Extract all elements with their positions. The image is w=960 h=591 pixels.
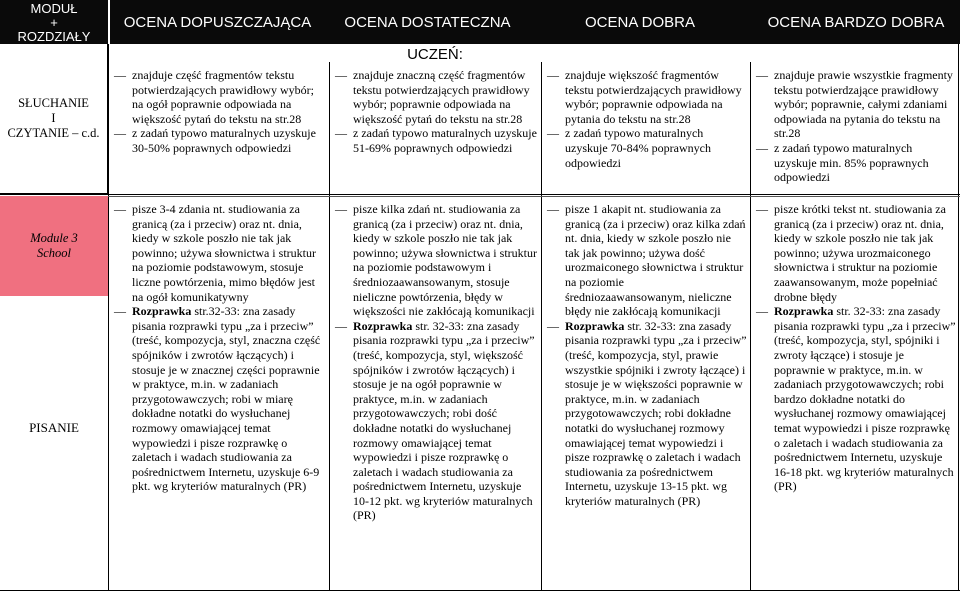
list-item: — pisze kilka zdań nt. studiowania za granicą (za i przeciw) oraz nt. dnia, kiedy w szkole poszło nie tak jak powinno; używa słownictwa i struktur na poziomie podstawowym i średniozaawansowanym, stosuje nieliczne powtórzenia, błędy w większości nie zakłócają komunikacji [335,202,537,319]
list-item: — z zadań typowo maturalnych uzyskuje 70-84% poprawnych odpowiedzi [547,126,711,170]
cell-r1-bardzo-dobra [754,68,956,185]
list-item: — Rozprawka str. 32-33: zna zasady pisania rozprawki typu „za i przeciw” (treść, kompozycja, styl, spójniki i zwroty łączące) i stosuje je poprawnie w praktyce, m.in. w zadaniach przygotowawczych; robi bardzo dokładne notatki do wysłuchanej rozmowy omawiającej temat wypowiedzi i pisze rozprawkę o zaletach i wadach studiowania za pośrednictwem Internetu, uzyskuje 16-18 pkt. wg kryteriów maturalnych (PR) [756,304,956,494]
header-ocena-dopuszczajaca: OCENA DOPUSZCZAJĄCA [123,13,312,31]
list-item: — pisze 1 akapit nt. studiowania za granicą (za i przeciw) oraz kilka zdań nt. dnia, kiedy w szkole poszło nie tak jak powinno; używa dość urozmaiconego słownictwa i struktur na poziomie średniozaawansowanym, nieliczne błędy nie zakłócają komunikacji [547,202,746,319]
list-item: — pisze 3-4 zdania nt. studiowania za granicą (za i przeciw) oraz nt. dnia, kiedy w szkole poszło nie tak jak powinno; używa słownictwa i struktur na poziomie podstawowym, stosuje liczne powtórzenia, mimo błędów jest na ogół komunikatywny [114,202,316,304]
uczen-label: UCZEŃ: [407,46,463,63]
list-item: — pisze krótki tekst nt. studiowania za granicą (za i przeciw) oraz nt. dnia, kiedy w szkole poszło nie tak jak powinno; używa urozmaiconego słownictwa i struktur na poziomie zaawansowanym, może popełniać drobne błędy [756,202,946,304]
list-item: — z zadań typowo maturalnych uzyskuje 30-50% poprawnych odpowiedzi [114,126,316,155]
list-item: — z zadań typowo maturalnych uzyskuje 51-69% poprawnych odpowiedzi [335,126,537,155]
list-item: — znajduje część fragmentów tekstu potwierdzających prawidłowy wybór; na ogół poprawnie odpowiada na większość pytań do tekstu na str.28 [114,68,314,126]
cell-r2-dobra [545,202,747,508]
list-item: — znajduje prawie wszystkie fragmenty tekstu potwierdzające prawidłowy wybór; poprawnie, całymi zdaniami odpowiada na pytania do tekstu na str.28 [756,68,953,141]
header-ocena-dostateczna: OCENA DOSTATECZNA [344,13,511,31]
cell-r2-bardzo-dobra [754,202,956,494]
list-item: — znajduje większość fragmentów tekstu potwierdzających prawidłowy wybór; poprawnie odpowiada na pytania do tekstu na str.28 [547,68,742,126]
list-item: — znajduje znaczną część fragmentów tekstu potwierdzających prawidłowy wybór; poprawnie odpowiada na większość pytań do tekstu na str.28 [335,68,530,126]
header-ocena-bardzo-dobra: OCENA BARDZO DOBRA [767,13,945,31]
corner-header: MODUŁ + ROZDZIAŁY [0,0,108,44]
module-label: Module 3 School [0,196,108,296]
list-item: — z zadań typowo maturalnych uzyskuje min. 85% poprawnych odpowiedzi [756,140,929,185]
row-label-pisanie: PISANIE [29,420,79,435]
list-item: — Rozprawka str. 32-33: zna zasady pisania rozprawki typu „za i przeciw” (treść, kompozycja, styl, większość spójników i zwrotów łączących) i stosuje je na ogół poprawnie w praktyce, m.in. w zadaniach przygotowawczych; robi dość dokładne notatki do wysłuchanej rozmowy omawiającej temat wypowiedzi i pisze rozprawkę o zaletach i wadach studiowania za pośrednictwem Internetu, uzyskuje 10-12 pkt. wg kryteriów maturalnych (PR) [335,318,535,523]
cell-r1-dobra [545,68,747,170]
cell-r1-dostateczna [333,68,538,156]
cell-r1-dopuszczajaca [112,68,326,156]
cell-r2-dostateczna [333,202,538,523]
row-label-sluchanie-czytanie: SŁUCHANIE I CZYTANIE – c.d. [0,44,108,194]
list-item: — Rozprawka str. 32-33: zna zasady pisania rozprawki typu „za i przeciw” (treść, kompozycja, styl, prawie wszystkie spójniki i zwroty łączące) i stosuje je w większości poprawnie w praktyce, m.in. w zadaniach przygotowawczych; robi dokładne notatki do wysłuchanej rozmowy omawiającej temat wypowiedzi i pisze rozprawkę o zaletach i wadach studiowania za pośrednictwem Internetu, uzyskuje 13-15 pkt. wg kryteriów maturalnych (PR) [547,318,747,508]
header-ocena-dobra: OCENA DOBRA [584,13,696,31]
cell-r2-dopuszczajaca [112,202,326,494]
list-item: — Rozprawka str.32-33: zna zasady pisania rozprawki typu „za i przeciw” (treść, kompozycja, styl, znaczna część spójników i zwrotów łączących) i stosuje je w znacznej części poprawnie w praktyce, m.in. w zadaniach przygotowawczych; robi w miarę dokładne notatki do wysłuchanej rozmowy omawiającej temat wypowiedzi i pisze rozprawkę o zaletach i wadach studiowania za pośrednictwem Internetu, uzyskuje 6-9 pkt. wg kryteriów maturalnych (PR) [114,304,321,494]
